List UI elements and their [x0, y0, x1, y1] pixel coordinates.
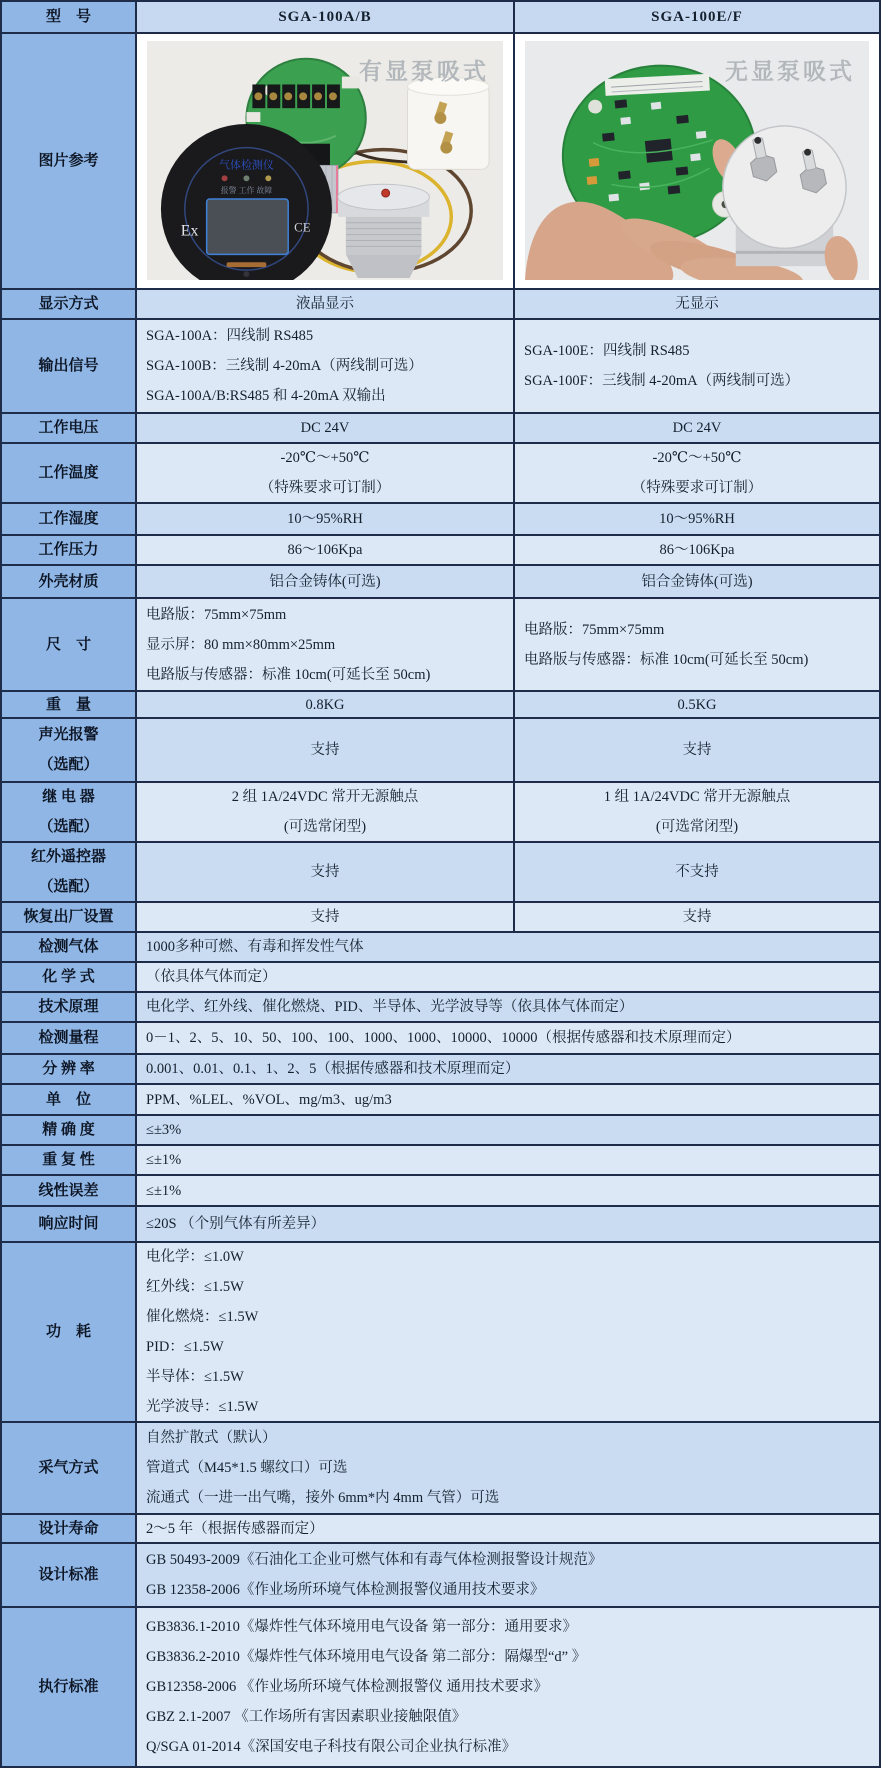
- row-label-text: 设计寿命: [38, 1520, 99, 1537]
- row-linearity-error: [2, 1174, 879, 1205]
- value-cell: [137, 1116, 879, 1144]
- value-cell: [515, 566, 879, 597]
- row-label-text: 声光报警: [38, 727, 99, 743]
- value-line: SGA-100F：三线制 4-20mA（两线制可选）: [524, 373, 800, 389]
- row-label: [2, 1116, 137, 1144]
- row-ir-remote: [2, 841, 879, 901]
- value-cell: [137, 566, 515, 597]
- value-line: 1 组 1A/24VDC 常开无源触点: [603, 789, 791, 805]
- value-line: 催化燃烧：≤1.5W: [146, 1309, 259, 1325]
- value-line: GB3836.2-2010《爆炸性气体环境用电气设备 第二部分：隔爆型“d” 》: [146, 1649, 587, 1665]
- row-label-text: 分 辨 率: [42, 1061, 95, 1077]
- value-line: -20℃～+50℃: [280, 450, 370, 466]
- value-line: 红外线：≤1.5W: [146, 1279, 244, 1295]
- row-weight: [2, 690, 879, 717]
- row-label: [2, 1207, 137, 1241]
- row-label-text: 检测气体: [38, 939, 99, 955]
- row-label-subtext: （选配）: [38, 879, 99, 895]
- value-cell: [515, 504, 879, 534]
- value-cell: [515, 903, 879, 931]
- value-text: 0.001、0.01、0.1、1、2、5（根据传感器和技术原理而定）: [146, 1061, 520, 1077]
- value-line: GB3836.1-2010《爆炸性气体环境用电气设备 第一部分：通用要求》: [146, 1619, 577, 1635]
- row-label-text: 工作湿度: [38, 511, 99, 527]
- value-cell: [515, 444, 879, 502]
- row-label: [2, 783, 137, 841]
- sensor-cylinder: [338, 184, 429, 278]
- row-label-text: 响应时间: [38, 1216, 99, 1232]
- value-line: 电路版与传感器：标准 10cm(可延长至 50cm): [524, 651, 809, 668]
- value-cell: [137, 1176, 879, 1205]
- value-line: 电路版：75mm×75mm: [524, 621, 665, 638]
- row-label: [2, 566, 137, 597]
- row-label: [2, 504, 137, 534]
- row-design-standards: [2, 1542, 879, 1606]
- header-model-right: [515, 2, 879, 32]
- photo-row: [2, 32, 879, 288]
- value-line: （特殊要求可订制）: [631, 480, 763, 496]
- value-line: （特殊要求可订制）: [259, 480, 391, 496]
- value-line: PID：≤1.5W: [146, 1339, 224, 1355]
- row-working-temperature: [2, 442, 879, 502]
- value-cell: [137, 599, 515, 690]
- photo-cell-right: [515, 34, 879, 288]
- value-line: 管道式（M45*1.5 螺纹口）可选: [146, 1460, 348, 1476]
- row-label: [2, 1608, 137, 1766]
- product-photo-sga100ab: [147, 41, 503, 280]
- row-label: [2, 1055, 137, 1083]
- value-line: 电化学：≤1.0W: [146, 1249, 244, 1265]
- value-text: DC 24V: [672, 420, 722, 436]
- row-shell-material: [2, 564, 879, 597]
- value-cell: [137, 1608, 879, 1766]
- value-line: SGA-100B：三线制 4-20mA（两线制可选）: [146, 358, 423, 374]
- value-text: 铝合金铸体(可选): [641, 573, 753, 590]
- header-model-label: [2, 2, 137, 32]
- value-text: ≤±3%: [146, 1122, 182, 1138]
- value-cell: [515, 290, 879, 318]
- row-execution-standards: [2, 1606, 879, 1766]
- row-label-text: 技术原理: [38, 999, 99, 1015]
- row-label: [2, 719, 137, 781]
- row-label-text: 显示方式: [38, 296, 99, 312]
- row-accuracy: [2, 1114, 879, 1144]
- value-cell: [137, 692, 515, 717]
- watermark-left: 有显泵吸式: [359, 59, 489, 84]
- photo-row-label-text: 图片参考: [38, 153, 99, 169]
- value-cell: [137, 290, 515, 318]
- row-working-humidity: [2, 502, 879, 534]
- watermark-right: 无显泵吸式: [725, 59, 855, 84]
- value-text: 支持: [682, 742, 712, 758]
- value-cell: [137, 783, 515, 841]
- row-label: [2, 963, 137, 991]
- value-cell: [137, 1023, 879, 1053]
- value-cell: [137, 536, 515, 564]
- value-cell: [515, 536, 879, 564]
- row-display-mode: [2, 288, 879, 318]
- value-cell: [137, 1146, 879, 1174]
- row-label-text: 采气方式: [38, 1460, 99, 1476]
- value-text: 10～95%RH: [287, 511, 363, 527]
- value-cell: [137, 1515, 879, 1542]
- value-line: 显示屏：80 mm×80mm×25mm: [146, 636, 336, 653]
- row-dimensions: [2, 597, 879, 690]
- value-text: 0－1、2、5、10、50、100、100、1000、1000、10000、10000（根据传感器和技术原理而定）: [146, 1030, 741, 1046]
- row-label-text: 尺 寸: [45, 636, 91, 653]
- value-line: 自然扩散式（默认）: [146, 1430, 277, 1446]
- row-label: [2, 1243, 137, 1421]
- value-cell: [137, 1055, 879, 1083]
- value-line: SGA-100E：四线制 RS485: [524, 343, 690, 359]
- row-label: [2, 444, 137, 502]
- ce-mark-text: CE: [294, 220, 311, 235]
- row-label-text: 设计标准: [38, 1567, 99, 1583]
- value-cell: [515, 599, 879, 690]
- value-text: ≤±1%: [146, 1152, 182, 1168]
- value-cell: [137, 933, 879, 961]
- value-cell: [137, 414, 515, 442]
- row-label-text: 继 电 器: [42, 789, 95, 805]
- value-cell: [137, 843, 515, 901]
- model-left-text: SGA-100A/B: [278, 9, 372, 25]
- row-label: [2, 1176, 137, 1205]
- row-label: [2, 933, 137, 961]
- value-text: 铝合金铸体(可选): [269, 573, 381, 590]
- value-cell: [137, 320, 515, 412]
- row-working-pressure: [2, 534, 879, 564]
- row-label: [2, 290, 137, 318]
- row-label-text: 线性误差: [38, 1182, 99, 1199]
- value-text: 不支持: [675, 864, 719, 880]
- value-line: 半导体：≤1.5W: [146, 1369, 244, 1385]
- row-label-text: 单 位: [45, 1091, 91, 1108]
- row-label-text: 精 确 度: [42, 1122, 95, 1138]
- value-cell: [137, 719, 515, 781]
- value-line: (可选常闭型): [283, 819, 367, 835]
- value-cell: [137, 993, 879, 1021]
- value-cell: [515, 719, 879, 781]
- model-right-text: SGA-100E/F: [651, 9, 743, 25]
- row-output-signal: [2, 318, 879, 412]
- value-text: 无显示: [675, 296, 719, 312]
- row-detection-range: [2, 1021, 879, 1053]
- row-label-text: 红外遥控器: [30, 849, 106, 865]
- value-text: PPM、%LEL、%VOL、mg/m3、ug/m3: [146, 1091, 392, 1108]
- value-text: 支持: [682, 909, 712, 925]
- row-label-text: 外壳材质: [38, 573, 99, 590]
- row-label-subtext: （选配）: [38, 819, 99, 835]
- value-cell: [515, 414, 879, 442]
- row-label: [2, 1515, 137, 1542]
- value-text: 86～106Kpa: [287, 542, 363, 558]
- row-label-text: 重 复 性: [42, 1152, 95, 1168]
- value-line: GB 12358-2006《作业场所环境气体检测报警仪通用技术要求》: [146, 1582, 545, 1598]
- row-power-consumption: [2, 1241, 879, 1421]
- product-photo-sga100ef: [525, 41, 869, 280]
- value-text: ≤20S （个别气体有所差异）: [146, 1216, 326, 1232]
- header-model-left: [137, 2, 515, 32]
- row-label: [2, 599, 137, 690]
- value-text: 0.8KG: [305, 696, 345, 713]
- value-line: 光学波导：≤1.5W: [146, 1399, 259, 1415]
- value-line: 电路版：75mm×75mm: [146, 606, 287, 623]
- header-model-label-text: 型 号: [45, 9, 91, 25]
- value-line: 2 组 1A/24VDC 常开无源触点: [231, 789, 419, 805]
- row-units: [2, 1083, 879, 1114]
- row-label-text: 化 学 式: [42, 969, 95, 985]
- value-line: GBZ 2.1-2007 《工作场所有害因素职业接触限值》: [146, 1709, 467, 1725]
- ex-mark-text: Ex: [180, 222, 199, 240]
- row-detected-gases: [2, 931, 879, 961]
- photo-cell-left: [137, 34, 515, 288]
- value-cell: [137, 444, 515, 502]
- row-sampling-method: [2, 1421, 879, 1513]
- value-line: 电路版与传感器：标准 10cm(可延长至 50cm): [146, 666, 431, 683]
- value-text: （依具体气体而定）: [146, 969, 277, 985]
- row-label: [2, 320, 137, 412]
- row-label-text: 工作压力: [38, 542, 99, 558]
- row-label: [2, 414, 137, 442]
- value-line: 流通式（一进一出气嘴，接外 6mm*内 4mm 气管）可选: [146, 1490, 500, 1506]
- value-line: SGA-100A：四线制 RS485: [146, 328, 314, 344]
- row-label-text: 检测量程: [38, 1030, 99, 1046]
- row-label: [2, 903, 137, 931]
- row-relay: [2, 781, 879, 841]
- row-factory-reset: [2, 901, 879, 931]
- value-text: 0.5KG: [677, 696, 717, 713]
- value-cell: [137, 1423, 879, 1513]
- value-text: DC 24V: [300, 420, 350, 436]
- value-text: 液晶显示: [296, 296, 354, 312]
- row-label-text: 输出信号: [38, 358, 99, 374]
- value-cell: [137, 1243, 879, 1421]
- value-line: -20℃～+50℃: [652, 450, 742, 466]
- row-label: [2, 843, 137, 901]
- value-text: 2～5 年（根据传感器而定）: [146, 1520, 324, 1537]
- value-line: (可选常闭型): [655, 819, 739, 835]
- row-label: [2, 1146, 137, 1174]
- device-title-text: 气体检测仪: [219, 159, 274, 172]
- value-text: 10～95%RH: [659, 511, 735, 527]
- value-text: 支持: [310, 909, 340, 925]
- row-response-time: [2, 1205, 879, 1241]
- value-text: 支持: [310, 742, 340, 758]
- row-label: [2, 1023, 137, 1053]
- value-cell: [137, 504, 515, 534]
- row-repeatability: [2, 1144, 879, 1174]
- value-text: 86～106Kpa: [659, 542, 735, 558]
- row-label-subtext: （选配）: [38, 757, 99, 773]
- row-technology-principle: [2, 991, 879, 1021]
- row-label: [2, 1085, 137, 1114]
- row-label: [2, 993, 137, 1021]
- value-line: Q/SGA 01-2014《深国安电子科技有限公司企业执行标准》: [146, 1739, 517, 1755]
- value-cell: [515, 692, 879, 717]
- row-label: [2, 1544, 137, 1606]
- value-cell: [137, 1085, 879, 1114]
- value-cell: [515, 320, 879, 412]
- pump-module: [408, 78, 490, 170]
- row-label: [2, 1423, 137, 1513]
- value-cell: [137, 1544, 879, 1606]
- value-line: GB 50493-2009《石油化工企业可燃气体和有毒气体检测报警设计规范》: [146, 1552, 603, 1568]
- value-cell: [137, 1207, 879, 1241]
- value-text: 1000多种可燃、有毒和挥发性气体: [146, 939, 364, 955]
- row-resolution: [2, 1053, 879, 1083]
- row-working-voltage: [2, 412, 879, 442]
- row-design-life: [2, 1513, 879, 1542]
- row-audible-visual-alarm: [2, 717, 879, 781]
- value-text: 支持: [310, 864, 340, 880]
- value-text: 电化学、红外线、催化燃烧、PID、半导体、光学波导等（依具体气体而定）: [146, 999, 634, 1015]
- value-cell: [137, 963, 879, 991]
- row-label-text: 重 量: [45, 696, 91, 713]
- value-text: ≤±1%: [146, 1182, 182, 1199]
- row-label-text: 执行标准: [38, 1679, 99, 1695]
- row-chemical-formula: [2, 961, 879, 991]
- row-label-text: 工作温度: [38, 465, 99, 481]
- row-label: [2, 692, 137, 717]
- row-label-text: 工作电压: [38, 420, 99, 436]
- value-cell: [515, 843, 879, 901]
- value-line: GB12358-2006 《作业场所环境气体检测报警仪 通用技术要求》: [146, 1679, 548, 1695]
- row-label-text: 功 耗: [45, 1324, 91, 1340]
- value-cell: [515, 783, 879, 841]
- led-labels-text: 报警 工作 故障: [220, 186, 273, 196]
- photo-row-label: [2, 34, 137, 288]
- row-label-text: 恢复出厂设置: [23, 909, 114, 925]
- row-label: [2, 536, 137, 564]
- header-row: [2, 2, 879, 32]
- value-line: SGA-100A/B:RS485 和 4-20mA 双输出: [146, 388, 386, 404]
- value-cell: [137, 903, 515, 931]
